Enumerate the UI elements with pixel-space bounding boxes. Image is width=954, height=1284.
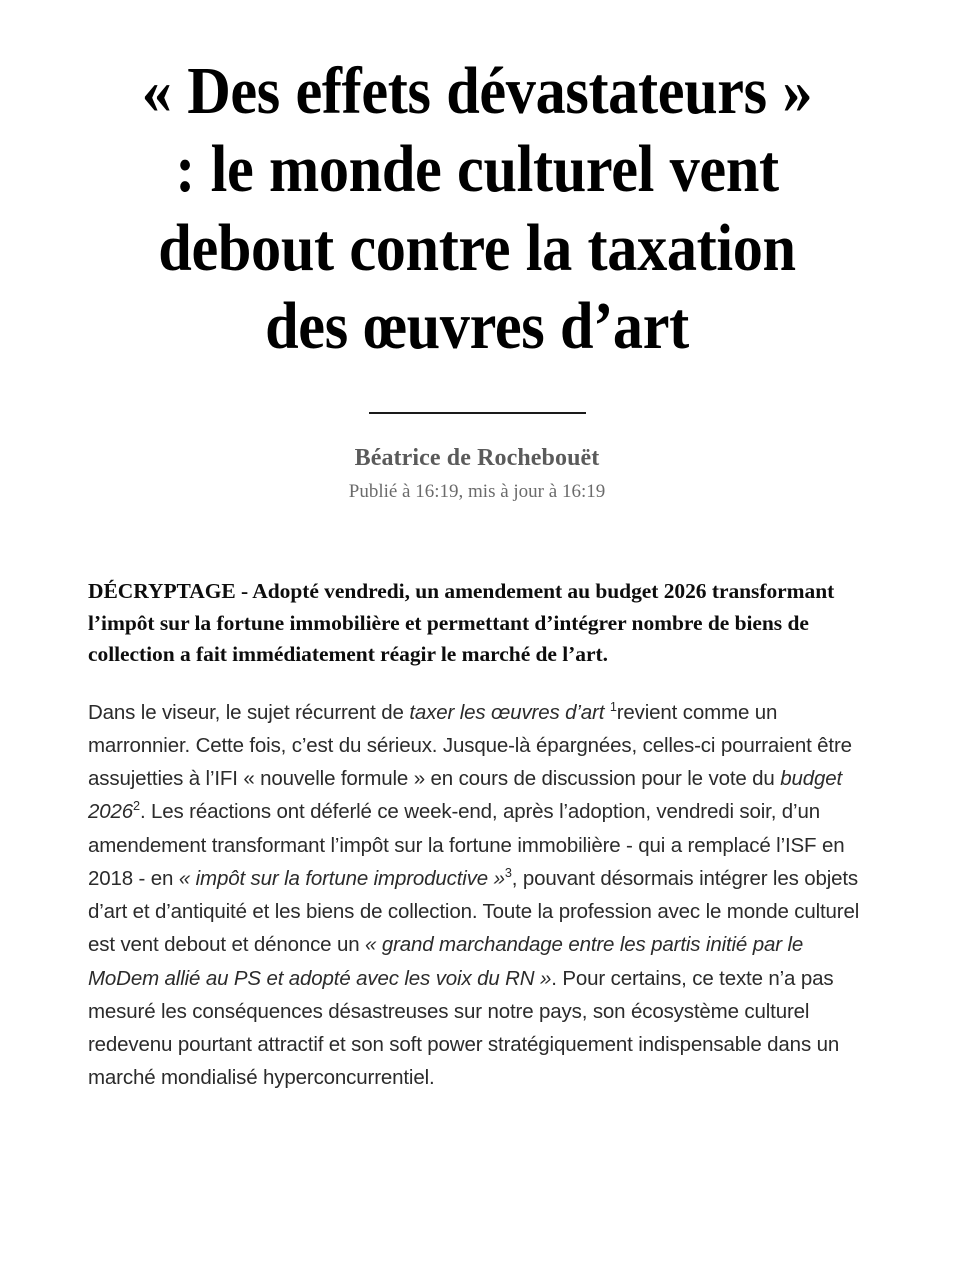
byline-divider (369, 412, 586, 414)
article-lede: DÉCRYPTAGE - Adopté vendredi, un amendement au budget 2026 transformant l’impôt sur la fortune immobilière et permettant d’intégrer nombre de biens de collection a fait immédiatement réagir le marché de l’art. (88, 579, 835, 667)
paragraph-segment: . Pour certains, ce texte n’a pas mesuré les conséquences désastreuses sur notre pays, son écosystème culturel redevenu pourtant attractif et son soft power stratégiquement indispensable dans un marché mondialisé hyperconcurrentiel. (88, 966, 840, 1090)
paragraph-segment: . Les réactions ont déferlé ce week-end, après l’adoption, vendredi soir, d’un amendement transformant l’impôt sur la fortune immobilière - qui a remplacé l’ISF en 2018 - en (88, 800, 845, 890)
footnote-link-3[interactable]: 3 (504, 865, 512, 881)
paragraph-segment: Dans le viseur, le sujet récurrent de (88, 700, 410, 724)
paragraph-segment: , pouvant désormais intégrer les objets d’art et d’antiquité et les biens de collection. Toute la profession avec le monde culturel est vent debout et dénonce un (88, 866, 860, 957)
emphasis-impot-fortune-improductive: « impôt sur la fortune improductive » (178, 866, 505, 890)
article-body (0, 504, 954, 1094)
emphasis-taxer-les-oeuvres: taxer les œuvres d’art (409, 700, 605, 724)
article-paragraph-1 (88, 696, 866, 1094)
paragraph-segment: revient comme un marronnier. Cette fois, c’est du sérieux. Jusque-là épargnées, celles-ci pourraient être assujetties à l’IFI « nouvelle formule » en cours de discussion pour le vote du (88, 700, 852, 791)
emphasis-budget-2026: budget 2026 (88, 767, 843, 824)
footnote-link-1[interactable]: 1 (609, 699, 617, 715)
footnote-link-2[interactable]: 2 (133, 798, 140, 814)
author-name[interactable]: Béatrice de Rochebouët (354, 444, 600, 471)
page-title: « Des effets dévastateurs » : le monde culturel vent debout contre la taxation des œuvres d’art (141, 54, 813, 364)
emphasis-grand-marchandage: « grand marchandage entre les partis initié par le MoDem allié au PS et adopté avec les voix du RN » (88, 933, 804, 990)
publication-timestamp: Publié à 16:19, mis à jour à 16:19 (348, 481, 606, 503)
article-header (0, 0, 954, 504)
